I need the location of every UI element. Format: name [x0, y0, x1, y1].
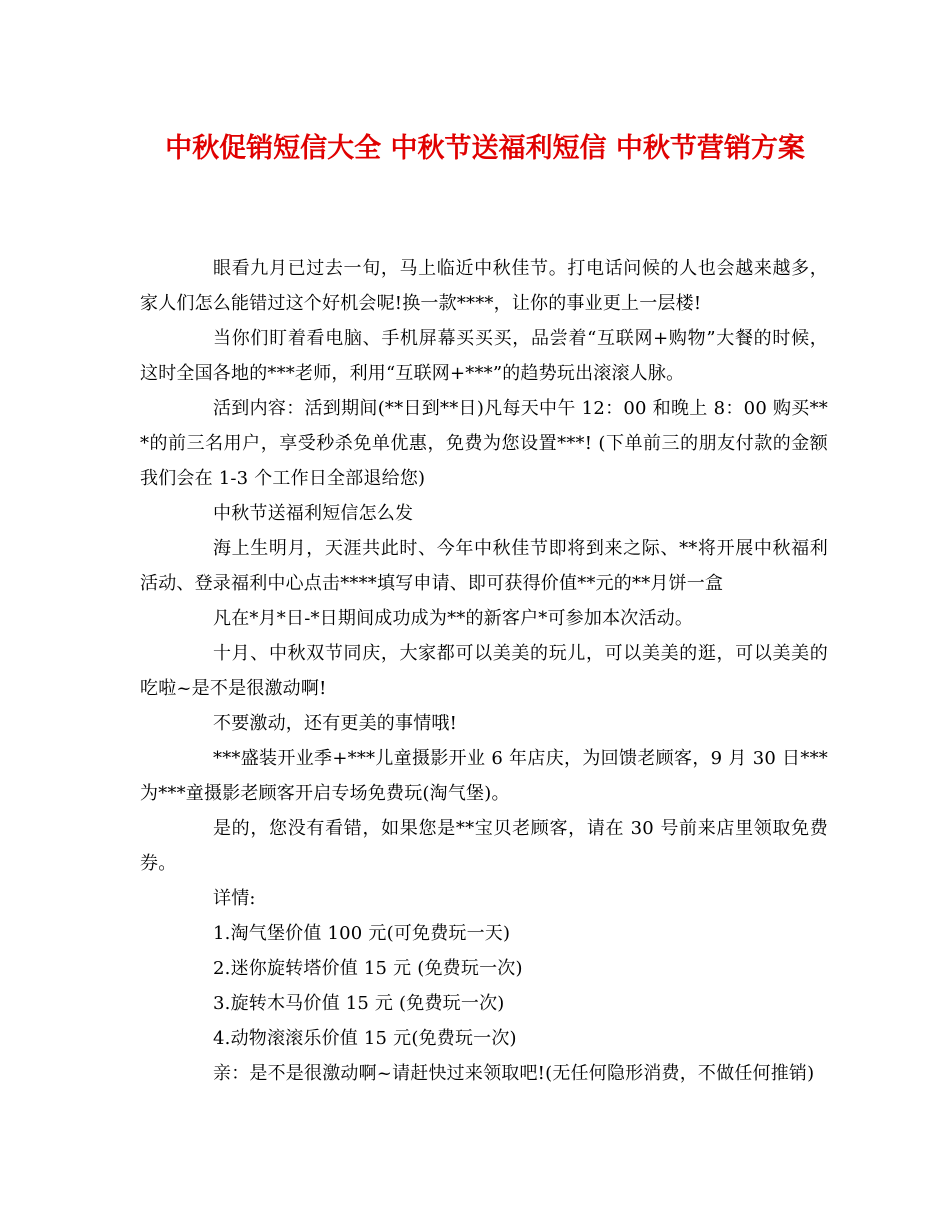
list-item-3: 3.旋转木马价值 15 元 (免费玩一次) [213, 993, 505, 1014]
list-item-1: 1.淘气堡价值 100 元(可免费玩一天) [213, 923, 511, 944]
paragraph-double-festival: 十月、中秋双节同庆，大家都可以美美的玩儿，可以美美的逛，可以美美的吃啦~是不是很激动啊! [140, 643, 828, 699]
paragraph-closing: 亲：是不是很激动啊~请赶快过来领取吧!(无任何隐形消费，不做任何推销) [213, 1063, 815, 1084]
paragraph-internet-shopping: 当你们盯着看电脑、手机屏幕买买买，品尝着“互联网+购物”大餐的时候，这时全国各地的***老师，利用“互联网+***”的趋势玩出滚滚人脉。 [140, 328, 828, 384]
paragraph-welfare-activity: 海上生明月，天涯共此时、今年中秋佳节即将到来之际、**将开展中秋福利活动、登录福利中心点击****填写申请、即可获得价值**元的**月饼一盒 [140, 538, 828, 594]
paragraph-intro: 眼看九月已过去一旬，马上临近中秋佳节。打电话问候的人也会越来越多，家人们怎么能错过这个好机会呢!换一款****，让你的事业更上一层楼! [140, 258, 828, 314]
paragraph-free-voucher: 是的，您没有看错，如果您是**宝贝老顾客，请在 30 号前来店里领取免费券。 [140, 818, 828, 874]
paragraph-anniversary: ***盛装开业季+***儿童摄影开业 6 年店庆，为回馈老顾客，9 月 30 日***为***童摄影老顾客开启专场免费玩(淘气堡)。 [140, 748, 828, 804]
paragraph-new-customer: 凡在*月*日-*日期间成功成为**的新客户*可参加本次活动。 [213, 608, 694, 629]
document-body [140, 251, 828, 1091]
paragraph-activity-content: 活到内容：活到期间(**日到**日)凡每天中午 12：00 和晚上 8：00 购买***的前三名用户，享受秒杀免单优惠，免费为您设置***! (下单前三的朋友付款的金额我们会在 1-3 个工作日全部退给您) [140, 398, 828, 489]
paragraph-details-label: 详情: [213, 888, 256, 909]
document-title: 中秋促销短信大全 中秋节送福利短信 中秋节营销方案 [165, 133, 805, 164]
paragraph-dont-be-excited: 不要激动，还有更美的事情哦! [213, 713, 458, 734]
paragraph-section-heading: 中秋节送福利短信怎么发 [213, 503, 414, 524]
list-item-4: 4.动物滚滚乐价值 15 元(免费玩一次) [213, 1028, 517, 1049]
list-item-2: 2.迷你旋转塔价值 15 元 (免费玩一次) [213, 958, 523, 979]
